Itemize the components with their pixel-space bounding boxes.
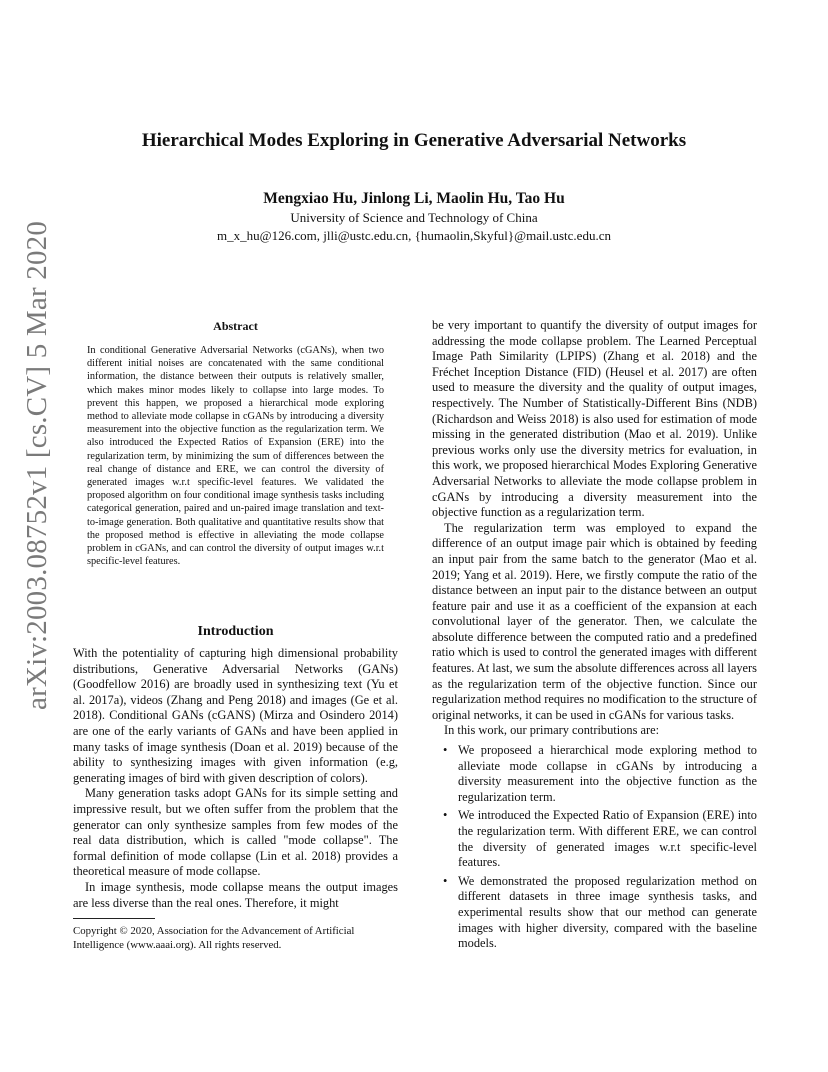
abstract-text: In conditional Generative Adversarial Networks (cGANs), when two different initial noises are concatenated with the same conditional information, the distance between their outputs is relatively smaller, which makes minor modes likely to collapse into large modes. To prevent this happen, we proposed a hierarchical mode exploring method to alleviate mode collapse in cGANs by introducing a diversity measurement into the objective function as the regularization term. We also introduced the Expected Ratios of Expansion (ERE) into the regularization term, by minimizing the sum of differences between the real change of distance and ERE, we can control the diversity of generated images w.r.t specific-level features. We validated the proposed algorithm on four conditional image synthesis tasks including categorical generation, paired and un-paired image translation and text-to-image generation. Both qualitative and quantitative results show that the proposed method is effective in alleviating the mode collapse problem in cGANs, and can control the diversity of output images w.r.t specific-level features. bbox=[87, 345, 384, 568]
body-paragraph: The regularization term was employed to expand the difference of an output image pair which is obtained by feeding an input pair from the same batch to the generator (Mao et al. 2019; Yang et al. 2019). Here, we firstly compute the ratio of the distance between an input pair to the distance between an output feature pair and use it as a coefficient of the expansion at each convolutional layer of the generator. Then, we calculate the absolute difference between the computed ratio and a predefined ratio which is used to control the generated images with different features. At last, we sum the absolute differences across all layers as the regularization term of the objective function. Since our regularization method requires no modification to the structure of original networks, it can be used in cGANs for various tasks. bbox=[432, 520, 757, 722]
intro-paragraph: Many generation tasks adopt GANs for its simple setting and impressive result, but we often suffer from the problem that the generator can only synthesize samples from few modes of the real data distribution, which is called "mode collapse". The formal definition of mode collapse (Lin et al. 2018) provides a theoretical measure of mode collapse. bbox=[73, 786, 398, 879]
right-column-body bbox=[432, 318, 757, 955]
left-column-body bbox=[73, 646, 398, 911]
contribution-text: We demonstrated the proposed regularization method on different datasets in three image synthesis tasks, and experimental results show that our method can generate images with higher diversity, compared with the baseline models. bbox=[458, 873, 757, 951]
contributions-list bbox=[432, 743, 757, 952]
footnote-rule bbox=[73, 918, 155, 919]
bullet-icon: • bbox=[443, 873, 448, 888]
body-paragraph: In this work, our primary contributions are: bbox=[444, 723, 660, 738]
contribution-text: We proposeed a hierarchical mode exploring method to alleviate mode collapse in cGANs by introducing a diversity measurement into the objective function as the regularization term. bbox=[458, 743, 757, 804]
paper-authors: Mengxiao Hu, Jinlong Li, Maolin Hu, Tao Hu bbox=[263, 190, 565, 207]
bullet-icon: • bbox=[443, 808, 448, 823]
intro-paragraph: With the potentiality of capturing high dimensional probability distributions, Generative Adversarial Networks (GANs) (Goodfellow 2016) are broadly used in synthesizing text (Yu et al. 2017a), videos (Zhang and Peng 2018) and images (Ge et al. 2018). Conditional GANs (cGANS) (Mirza and Osindero 2014) are one of the early variants of GANs and have been applied in many tasks of image synthesis (Doan et al. 2019) because of the ability to synthesizing images with given information (e.g, generating images of bird with given description of colors). bbox=[73, 646, 398, 785]
contribution-item bbox=[443, 873, 757, 952]
contribution-item bbox=[443, 808, 757, 870]
copyright-footnote: Copyright © 2020, Association for the Advancement of Artificial Intelligence (www.aaai.org). All rights reserved. bbox=[73, 925, 355, 951]
abstract-heading: Abstract bbox=[213, 319, 258, 333]
bullet-icon: • bbox=[443, 743, 448, 758]
intro-paragraph: In image synthesis, mode collapse means the output images are less diverse than the real ones. Therefore, it might bbox=[73, 879, 398, 910]
paper-affiliation: University of Science and Technology of China bbox=[290, 210, 538, 225]
arxiv-identifier: arXiv:2003.08752v1 [cs.CV] 5 Mar 2020 bbox=[21, 220, 53, 710]
contribution-item bbox=[443, 743, 757, 805]
contribution-text: We introduced the Expected Ratio of Expansion (ERE) into the regularization term. With different ERE, we can control the diversity of generated images w.r.t specific-level features. bbox=[458, 808, 757, 870]
paper-emails: m_x_hu@126.com, jlli@ustc.edu.cn, {humaolin,Skyful}@mail.ustc.edu.cn bbox=[217, 228, 611, 243]
body-paragraph: be very important to quantify the diversity of output images for addressing the mode collapse problem. The Learned Perceptual Image Path Similarity (LPIPS) (Zhang et al. 2018) and the Fréchet Inception Distance (FID) (Heusel et al. 2017) are often used to measure the diversity and the quality of output images, respectively. The Number of Statistically-Different Bins (NDB) (Richardson and Weiss 2018) is also used for estimation of mode missing in the generated distribution (Mao et al. 2019). Unlike previous works only use the diversity metrics for evaluation, in this work, we proposed hierarchical Modes Exploring Generative Adversarial Networks to alleviate the mode collapse problem in cGANs by introducing a diversity measurement into the objective function as a regularization term. bbox=[432, 318, 757, 520]
introduction-heading: Introduction bbox=[197, 624, 274, 639]
paper-title: Hierarchical Modes Exploring in Generative Adversarial Networks bbox=[141, 130, 687, 151]
